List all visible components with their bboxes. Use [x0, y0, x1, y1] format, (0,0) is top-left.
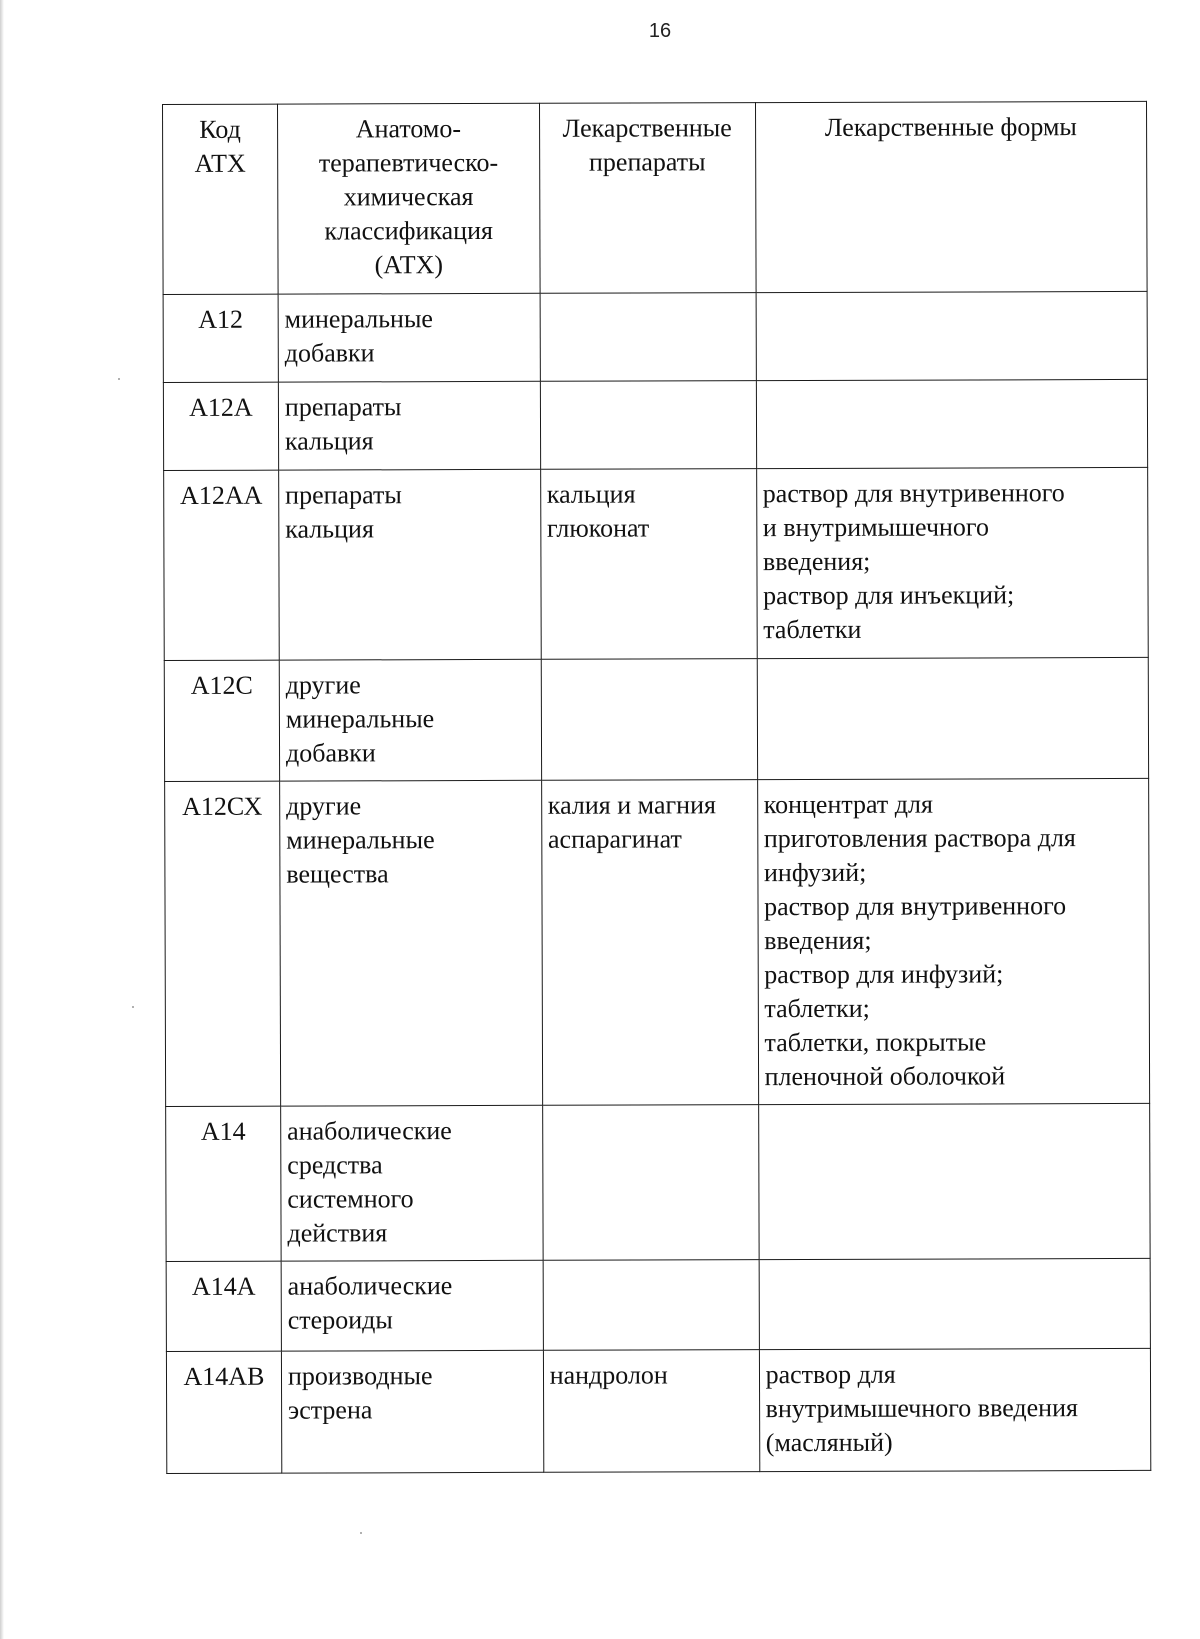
forms-cell [756, 379, 1148, 468]
header-forms: Лекарственные формы [755, 101, 1147, 292]
classification-cell: анаболические стероиды [281, 1260, 543, 1351]
drug-cell [543, 1260, 759, 1351]
atx-code-cell: А14АВ [166, 1351, 281, 1473]
classification-cell: другие минеральные вещества [280, 780, 543, 1106]
table-row [164, 467, 1149, 660]
table-row [166, 1258, 1150, 1351]
atx-code-cell: А14 [166, 1106, 281, 1261]
drug-cell [541, 659, 757, 781]
forms-cell [756, 291, 1148, 380]
classification-cell: производные эстрена [281, 1350, 543, 1473]
table-row [166, 1348, 1150, 1473]
atx-code-cell: А12АА [164, 470, 280, 660]
scan-speck [360, 1532, 362, 1534]
atx-code-cell: А12СХ [165, 781, 281, 1106]
table-row [163, 379, 1147, 470]
drug-cell [542, 1105, 758, 1261]
table-row [163, 291, 1147, 382]
forms-cell [758, 1103, 1150, 1259]
classification-cell: препараты кальция [279, 469, 541, 660]
forms-cell [759, 1258, 1151, 1349]
page-number: 16 [648, 20, 672, 42]
atx-code-cell: А12С [164, 660, 279, 781]
scan-speck [118, 378, 120, 380]
drug-cell: нандролон [543, 1350, 759, 1473]
header-classification: Анатомо- терапевтическо- химическая классификация (АТХ) [277, 103, 539, 294]
atx-code-cell: А12 [163, 294, 278, 382]
scan-speck [132, 1006, 134, 1008]
header-drugs: Лекарственные препараты [539, 103, 755, 294]
classification-cell: препараты кальция [278, 381, 540, 470]
drug-cell [540, 381, 756, 470]
classification-cell: анаболические средства системного действия [281, 1105, 543, 1261]
forms-cell: раствор для внутривенного и внутримышечного введения; раствор для инъекций; таблетки [756, 467, 1148, 658]
scan-edge-shadow [0, 0, 4, 1639]
drug-cell [540, 293, 756, 382]
table-row [165, 778, 1150, 1106]
atx-table [162, 101, 1151, 1474]
forms-cell [757, 657, 1149, 779]
drug-cell: кальция глюконат [540, 469, 756, 660]
atx-code-cell: А14А [166, 1261, 281, 1351]
forms-cell: раствор для внутримышечного введения (масляный) [759, 1348, 1151, 1471]
table-row [164, 657, 1148, 781]
classification-cell: минеральные добавки [278, 293, 540, 382]
classification-cell: другие минеральные добавки [279, 659, 541, 781]
header-code: Код АТХ [163, 104, 279, 294]
table-row [166, 1103, 1150, 1261]
forms-cell: концентрат для приготовления раствора для инфузий; раствор для внутривенного введения; раствор для инфузий; таблетки; таблетки, покрытые пленочной оболочкой [757, 778, 1149, 1104]
drug-cell: калия и магния аспарагинат [541, 780, 758, 1106]
table-header-row [163, 101, 1148, 294]
atx-code-cell: А12А [163, 382, 278, 470]
